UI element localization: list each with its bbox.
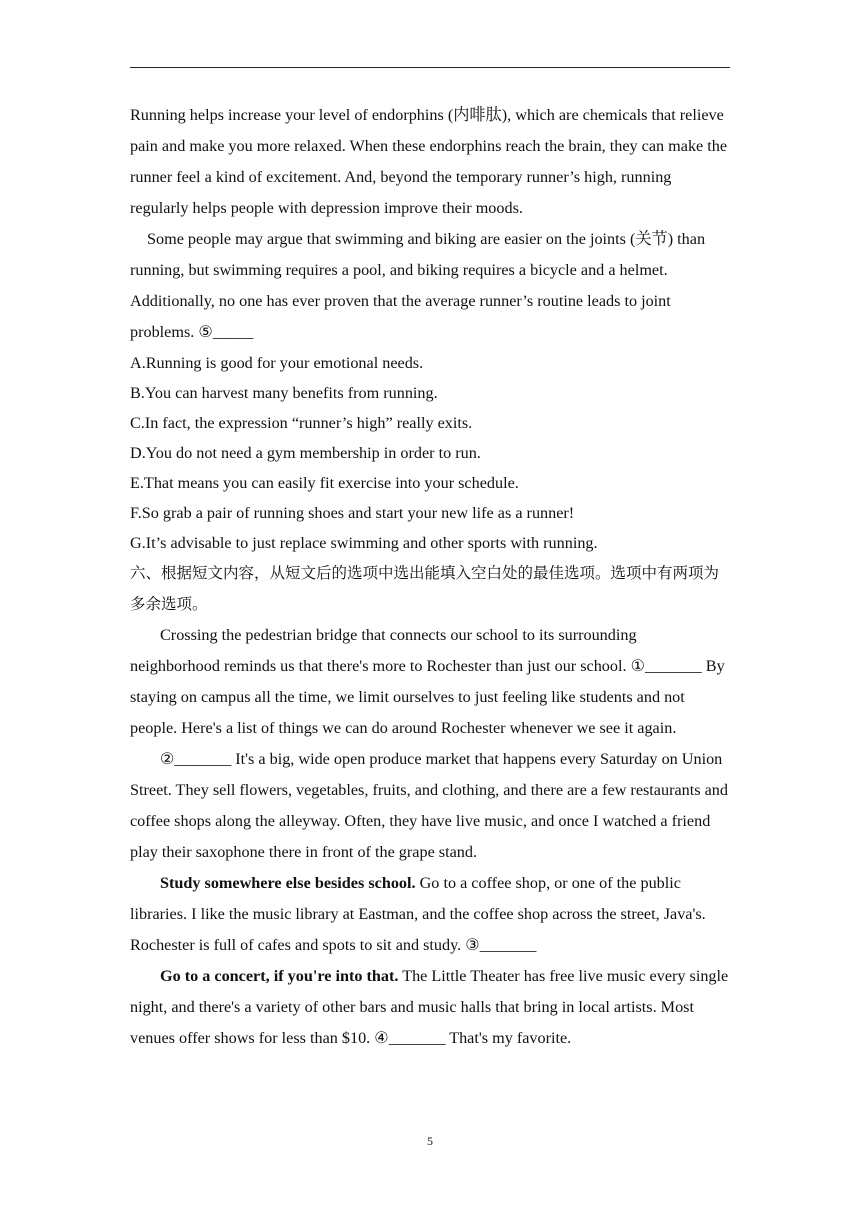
paragraph-3-body: Go to a coffee shop, or one of the public libraries. I like the music library at Eastman, and the coffee shop across the street, Java's. Rochester is full of cafes and spots to sit and study. ③_______ [130,874,706,954]
section6-paragraph-3 [130,868,730,961]
page-content [130,100,730,1054]
option-g: G.It’s advisable to just replace swimming and other sports with running. [130,534,598,552]
option-e: E.That means you can easily fit exercise into your schedule. [130,474,519,492]
passage1-paragraph-1: Running helps increase your level of endorphins (内啡肽), which are chemicals that relieve pain and make you more relaxed. When these endorphins reach the brain, they can make the runner feel a kind of excitement. And, beyond the temporary runner’s high, running regularly helps people with depression improve their moods. [130,106,728,217]
section6-paragraph-2: ②_______ It's a big, wide open produce market that happens every Saturday on Union Street. They sell flowers, vegetables, fruits, and clothing, and there are a few restaurants and coffee shops along the alleyway. Often, they have live music, and once I watched a friend play their saxophone there in front of the grape stand. [130,750,728,861]
page-number: 5 [427,1134,433,1148]
paragraph-4-body: The Little Theater has free live music every single night, and there's a variety of other bars and music halls that bring in local artists. Most venues offer shows for less than $10. ④_______ That's my favorite. [130,967,729,1047]
answer-options [130,348,730,558]
section-6-heading: 六、根据短文内容，从短文后的选项中选出能填入空白处的最佳选项。选项中有两项为多余选项。 [130,564,720,613]
option-f: F.So grab a pair of running shoes and start your new life as a runner! [130,504,575,522]
option-a: A.Running is good for your emotional needs. [130,354,424,372]
paragraph-3-lead: Study somewhere else besides school. [160,874,416,892]
section6-paragraph-1: Crossing the pedestrian bridge that connects our school to its surrounding neighborhood reminds us that there's more to Rochester than just our school. ①_______ By staying on campus all the time, we limit ourselves to just feeling like students and not people. Here's a list of things we can do around Rochester whenever we see it again. [130,626,725,737]
option-c: C.In fact, the expression “runner’s high” really exits. [130,414,473,432]
header-rule [130,67,730,68]
passage1-paragraph-2: Some people may argue that swimming and biking are easier on the joints (关节) than running, but swimming requires a pool, and biking requires a bicycle and a helmet. Additionally, no one has ever proven that the average runner’s routine leads to joint problems. ⑤_____ [130,230,706,341]
paragraph-4-lead: Go to a concert, if you're into that. [160,967,399,985]
option-d: D.You do not need a gym membership in order to run. [130,444,481,462]
section6-paragraph-4 [130,961,730,1054]
option-b: B.You can harvest many benefits from running. [130,384,438,402]
